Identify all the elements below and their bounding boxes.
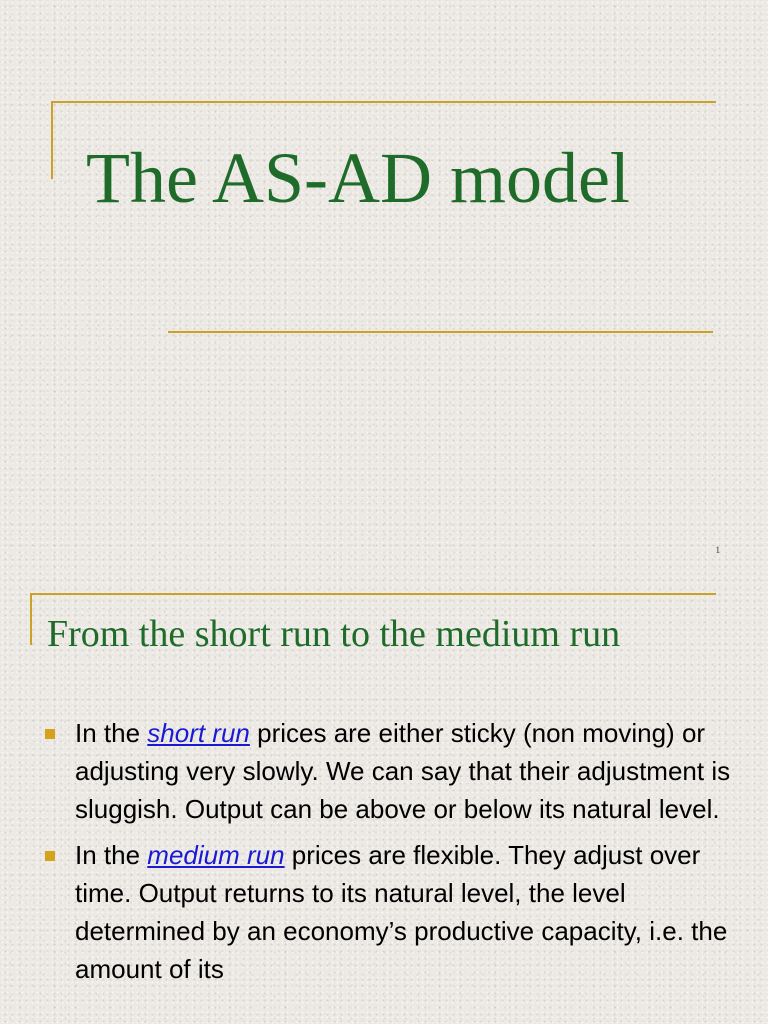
bullet-list [45, 714, 745, 996]
title-frame-top-line [52, 101, 716, 103]
slide-2 [0, 572, 768, 1024]
term-link-medium-run[interactable]: medium run [147, 840, 285, 870]
title-frame-top-line [31, 593, 716, 595]
term-link-short-run[interactable]: short run [147, 718, 250, 748]
bullet-text: prices are flexible. They adjust over time. Output returns to its natural level, the level determined by an economy’s productive capacity, i.e. the amount of its [75, 840, 728, 984]
square-bullet-icon [45, 729, 55, 739]
slide-title: The AS-AD model [86, 138, 630, 218]
title-frame-left-line [30, 593, 32, 645]
bullet-prefix: In the [75, 718, 148, 748]
slide-title: From the short run to the medium run [47, 613, 621, 655]
square-bullet-icon [45, 851, 55, 861]
bullet-item [45, 836, 745, 988]
page-number: 1 [715, 545, 720, 555]
bullet-text: prices are either sticky (non moving) or adjusting very slowly. We can say that their adjustment is sluggish. Output can be above or below its natural level. [75, 718, 731, 824]
subtitle-separator-line [168, 331, 713, 333]
bullet-item [45, 714, 745, 828]
bullet-prefix: In the [75, 840, 148, 870]
title-frame-left-line [51, 101, 53, 179]
